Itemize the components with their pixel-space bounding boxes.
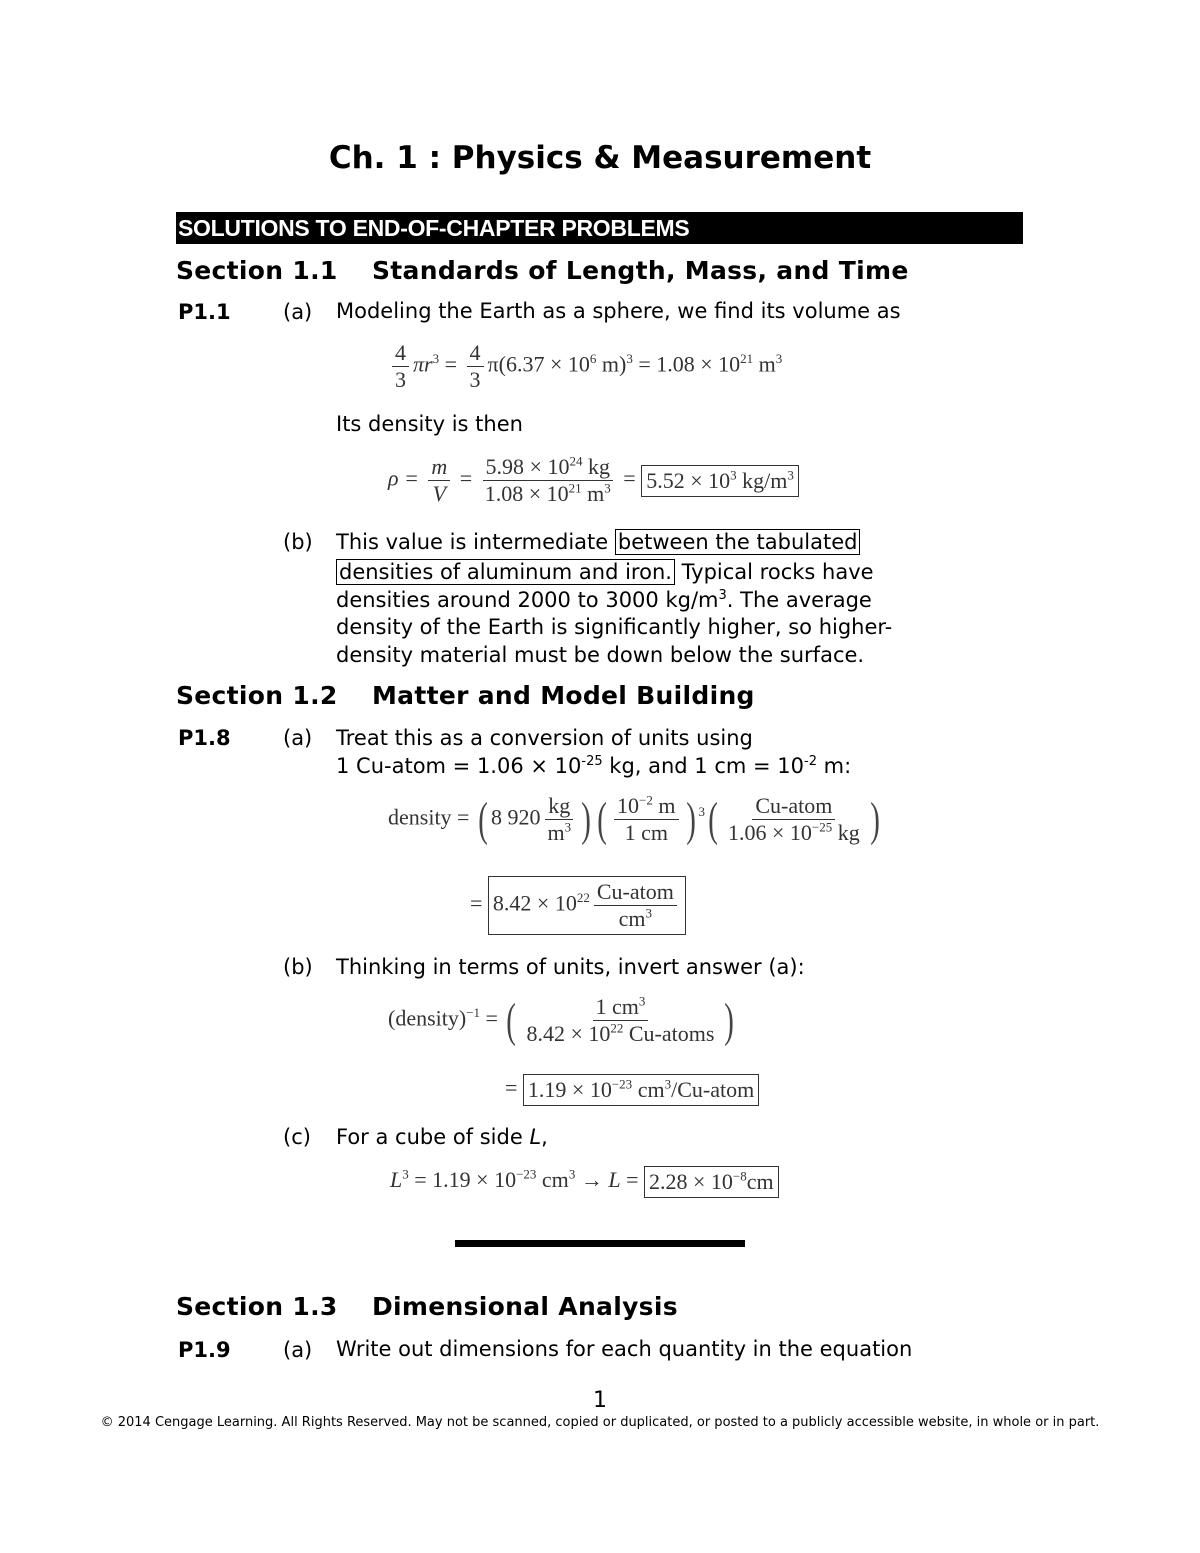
answer-box: $5.52 \times 10^3$ $kg/m^3$ (641, 465, 799, 497)
conversion-equation: density = ( 8 920 $\frac{kg}{m^3}$ ) ( $\frac{10^{-2} m}{1 cm}$ ) $^3$( $\frac{\text{Cu-atom}}{1.06 \times 10^{-25} kg}$ ) (388, 792, 880, 846)
fraction: $\frac{5.98 \times 10^{24} kg}{1.08 \times 10^{21} m^3}$ (482, 454, 614, 507)
part-tag: (b) (283, 530, 313, 554)
section-number: Section 1.3 (176, 1292, 338, 1321)
density-intro: Its density is then (336, 412, 523, 436)
problem-text: This value is intermediate between the tabulated (336, 528, 860, 556)
problem-text: Modeling the Earth as a sphere, we find its volume as (336, 299, 901, 323)
part-tag: (b) (283, 955, 313, 979)
fraction: $\frac{\text{Cu-atom}}{1.06 \times 10^{-25} kg}$ (727, 793, 860, 845)
problem-label-p1-8: P1.8 (178, 726, 231, 750)
section-heading-1-3 (176, 1292, 678, 1321)
problem-text: Thinking in terms of units, invert answer (a): (336, 955, 805, 979)
answer-box: $1.19 \times 10^{-23}$ $cm^3/Cu$-atom (523, 1074, 759, 1106)
divider-rule (455, 1240, 745, 1247)
section-name: Standards of Length, Mass, and Time (372, 256, 909, 285)
fraction: $\frac{1 cm^3}{8.42 \times 10^{22} Cu-atoms}$ (526, 993, 715, 1046)
part-tag: (c) (283, 1125, 311, 1149)
answer-box: $8.42 \times 10^{22}$ $\frac{\text{Cu-atom}}{cm^3}$ (488, 876, 686, 935)
copyright-footer: © 2014 Cengage Learning. All Rights Reserved. May not be scanned, copied or duplicated, or posted to a publicly accessible website, in whole or in part. (100, 1415, 1100, 1430)
fraction: $\frac{4}{3}$ (392, 340, 409, 393)
part-tag: (a) (283, 726, 313, 750)
boxed-answer: densities of aluminum and iron. (336, 559, 675, 585)
density-equation: ρ = $\frac{m}{V}$ = $\frac{5.98 \times 10^{24} kg}{1.08 \times 10^{21} m^3}$ = $5.52 \times 10^3$ $kg/m^3$ (388, 454, 799, 507)
boxed-answer: between the tabulated (615, 529, 861, 555)
fraction: $\frac{\text{Cu-atom}}{cm^3}$ (594, 879, 677, 932)
cube-side-equation: $L^3 = 1.19 \times 10^{-23}$ $cm^3 \to L = 2.28 \times 10^{-8}cm$ (390, 1166, 779, 1198)
section-heading-1-2 (176, 681, 755, 710)
problem-text: Treat this as a conversion of units using (336, 726, 753, 750)
problem-text: 1 Cu-atom = $1.06 \times 10^{-25}$ kg, and 1 cm = $10^{-2}$ m: (336, 754, 852, 778)
page-title: Ch. 1 : Physics & Measurement (328, 140, 872, 176)
problem-text: densities of aluminum and iron. Typical rocks have (336, 558, 874, 586)
fraction: $\frac{m}{V}$ (428, 454, 450, 507)
problem-label-p1-9: P1.9 (178, 1338, 231, 1362)
solutions-banner: SOLUTIONS TO END-OF-CHAPTER PROBLEMS (176, 212, 1023, 244)
section-number: Section 1.1 (176, 256, 338, 285)
volume-equation: $\frac{4}{3}$ $\pi r^3$ = $\frac{4}{3}$ $\pi(6.37 \times 10^6$ $m)^3 = 1.08 \times 10^{21}$ $m^3$ (388, 340, 782, 393)
problem-text: density of the Earth is significantly higher, so higher- (336, 615, 893, 639)
answer-box: $2.28 \times 10^{-8}cm$ (644, 1166, 779, 1198)
fraction: $\frac{kg}{m^3}$ (544, 793, 574, 846)
problem-text: Write out dimensions for each quantity in the equation (336, 1337, 913, 1361)
inverse-density-equation: (density)$^{-1}$ = ( $\frac{1 cm^3}{8.42 \times 10^{22} Cu-atoms}$ ) (388, 993, 735, 1047)
section-name: Dimensional Analysis (372, 1292, 678, 1321)
section-heading-1-1 (176, 256, 909, 285)
problem-label-p1-1: P1.1 (178, 300, 231, 324)
density-result: = $8.42 \times 10^{22}$ $\frac{\text{Cu-atom}}{cm^3}$ (470, 876, 686, 935)
fraction: $\frac{10^{-2} m}{1 cm}$ (614, 793, 678, 846)
inverse-density-result: = $1.19 \times 10^{-23}$ $cm^3/Cu$-atom (505, 1074, 759, 1106)
part-tag: (a) (283, 1338, 313, 1362)
problem-text: densities around 2000 to 3000 $kg/m^3$. The average (336, 588, 872, 612)
problem-text: density material must be down below the surface. (336, 643, 865, 667)
section-number: Section 1.2 (176, 681, 338, 710)
fraction: $\frac{4}{3}$ (467, 340, 484, 393)
page-number: 1 (593, 1388, 607, 1413)
part-tag: (a) (283, 300, 313, 324)
problem-text: For a cube of side L, (336, 1125, 548, 1149)
section-name: Matter and Model Building (372, 681, 755, 710)
